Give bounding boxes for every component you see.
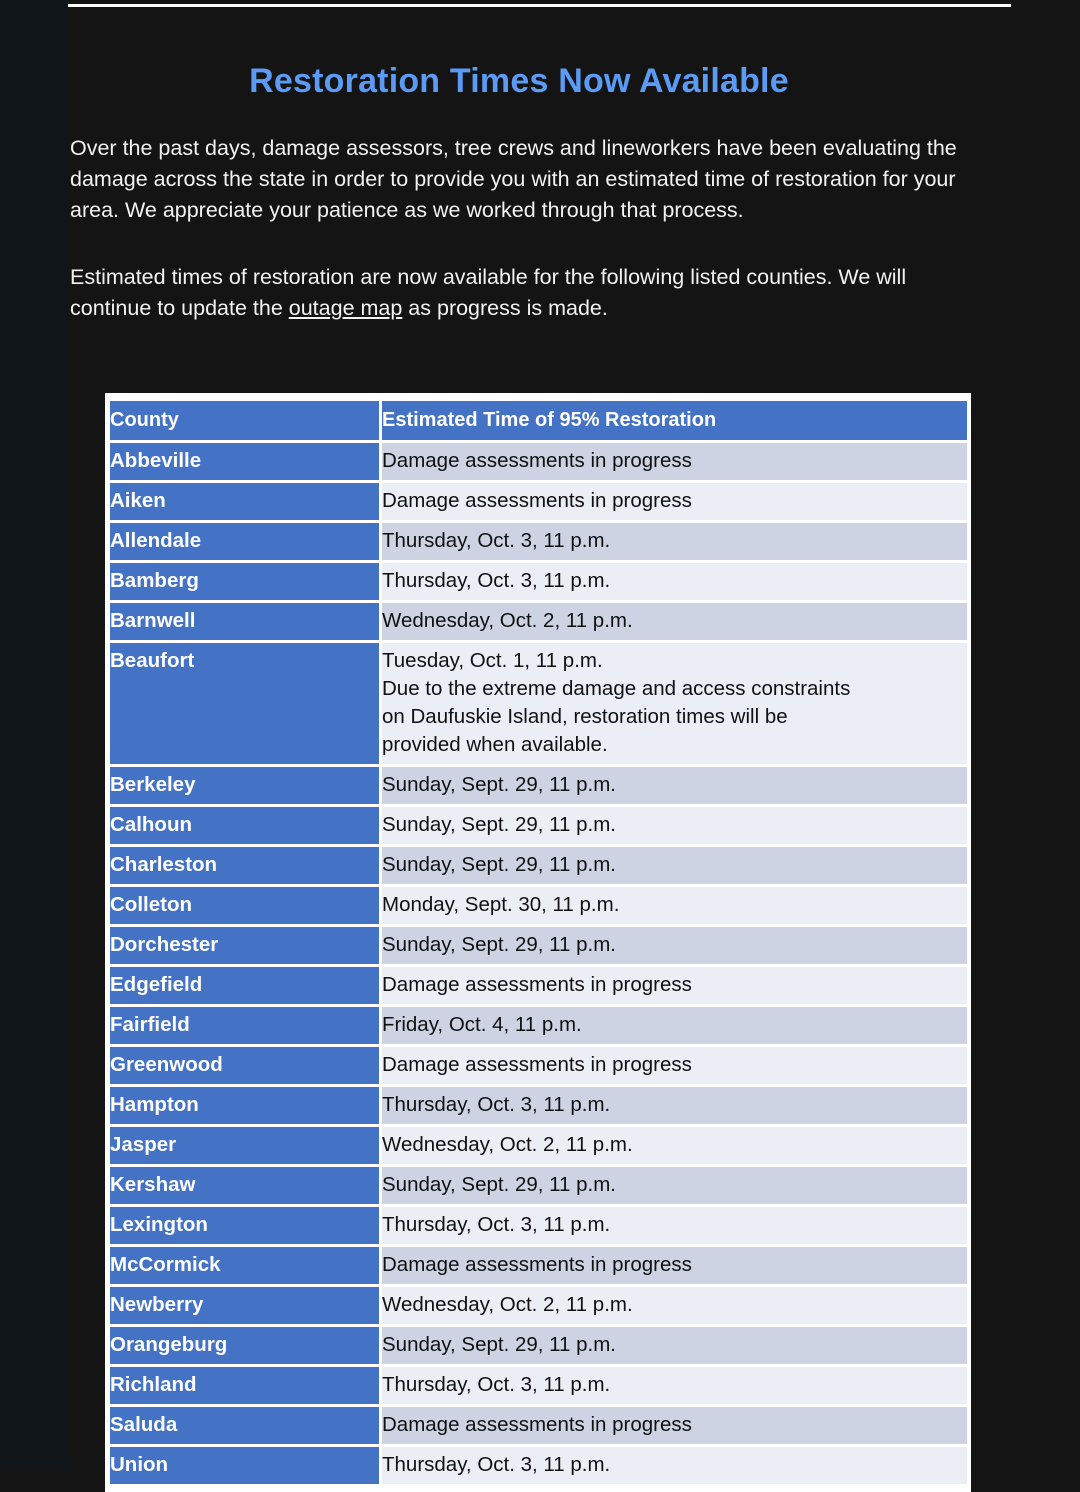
- table-row: [110, 1127, 967, 1164]
- cell-county: Barnwell: [110, 603, 382, 640]
- cell-estimated-time-line: provided when available.: [382, 733, 608, 756]
- cell-estimated-time: [382, 1127, 967, 1164]
- cell-estimated-time: [382, 1087, 967, 1124]
- column-header-county: County: [110, 401, 382, 440]
- cell-estimated-time: [382, 443, 967, 480]
- cell-estimated-time-line: Sunday, Sept. 29, 11 p.m.: [382, 1173, 616, 1196]
- table-body: [110, 443, 967, 1484]
- table-row: [110, 643, 967, 764]
- cell-county: Lexington: [110, 1207, 382, 1244]
- cell-estimated-time-line: Wednesday, Oct. 2, 11 p.m.: [382, 609, 633, 632]
- cell-estimated-time-line: Sunday, Sept. 29, 11 p.m.: [382, 853, 616, 876]
- cell-county: Richland: [110, 1367, 382, 1404]
- cell-county: Edgefield: [110, 967, 382, 1004]
- table-row: [110, 1207, 967, 1244]
- table-header-row: [110, 401, 967, 440]
- cell-estimated-time-line: on Daufuskie Island, restoration times will be: [382, 705, 788, 728]
- table-row: [110, 1327, 967, 1364]
- cell-county: Kershaw: [110, 1167, 382, 1204]
- table-row: [110, 847, 967, 884]
- table-row: [110, 1167, 967, 1204]
- table-row: [110, 1447, 967, 1484]
- cell-county: Beaufort: [110, 643, 382, 764]
- cell-estimated-time: [382, 1327, 967, 1364]
- cell-county: Hampton: [110, 1087, 382, 1124]
- cell-county: Berkeley: [110, 767, 382, 804]
- cell-county: Allendale: [110, 523, 382, 560]
- cell-estimated-time-line: Thursday, Oct. 3, 11 p.m.: [382, 1093, 611, 1116]
- table-row: [110, 1367, 967, 1404]
- cell-estimated-time-line: Due to the extreme damage and access constraints: [382, 677, 851, 700]
- cell-estimated-time: [382, 887, 967, 924]
- table-row: [110, 807, 967, 844]
- table-row: [110, 563, 967, 600]
- cell-county: Jasper: [110, 1127, 382, 1164]
- table-row: [110, 887, 967, 924]
- cell-estimated-time-line: Thursday, Oct. 3, 11 p.m.: [382, 1453, 611, 1476]
- table-row: [110, 483, 967, 520]
- cell-estimated-time: [382, 807, 967, 844]
- table-head: [110, 401, 967, 440]
- cell-estimated-time-line: Thursday, Oct. 3, 11 p.m.: [382, 529, 611, 552]
- cell-estimated-time-line: Thursday, Oct. 3, 11 p.m.: [382, 569, 611, 592]
- cell-estimated-time: [382, 927, 967, 964]
- cell-county: Dorchester: [110, 927, 382, 964]
- cell-county: Fairfield: [110, 1007, 382, 1044]
- cell-estimated-time: [382, 563, 967, 600]
- cell-estimated-time: [382, 1007, 967, 1044]
- cell-estimated-time: [382, 603, 967, 640]
- cell-estimated-time-line: Sunday, Sept. 29, 11 p.m.: [382, 933, 616, 956]
- cell-estimated-time-line: Damage assessments in progress: [382, 1413, 692, 1436]
- cell-estimated-time: [382, 1167, 967, 1204]
- table-row: [110, 603, 967, 640]
- cell-county: Calhoun: [110, 807, 382, 844]
- cell-estimated-time: [382, 1287, 967, 1324]
- cell-estimated-time: [382, 1447, 967, 1484]
- cell-county: Colleton: [110, 887, 382, 924]
- cell-estimated-time-line: Sunday, Sept. 29, 11 p.m.: [382, 773, 616, 796]
- cell-estimated-time-line: Friday, Oct. 4, 11 p.m.: [382, 1013, 582, 1036]
- cell-estimated-time: [382, 1407, 967, 1444]
- cell-county: Union: [110, 1447, 382, 1484]
- cell-county: Charleston: [110, 847, 382, 884]
- cell-estimated-time: [382, 767, 967, 804]
- article-content: [0, 0, 1080, 324]
- availability-paragraph: [0, 226, 1000, 324]
- table-row: [110, 927, 967, 964]
- availability-text-before-link: Estimated times of restoration are now available for the following listed counties. We will continue to update the: [70, 265, 907, 320]
- availability-text-after-link: as progress is made.: [402, 296, 608, 320]
- cell-estimated-time-line: Thursday, Oct. 3, 11 p.m.: [382, 1213, 611, 1236]
- page-title: Restoration Times Now Available: [249, 62, 789, 100]
- column-header-estimated-time: Estimated Time of 95% Restoration: [382, 401, 967, 440]
- cell-estimated-time-line: Sunday, Sept. 29, 11 p.m.: [382, 813, 616, 836]
- table-row: [110, 1007, 967, 1044]
- restoration-table-container: [105, 393, 971, 1492]
- cell-estimated-time: [382, 847, 967, 884]
- cell-estimated-time-line: Wednesday, Oct. 2, 11 p.m.: [382, 1133, 633, 1156]
- cell-estimated-time: [382, 643, 967, 764]
- cell-estimated-time-line: Damage assessments in progress: [382, 489, 692, 512]
- table-row: [110, 1287, 967, 1324]
- table-row: [110, 1407, 967, 1444]
- restoration-times-table: [110, 398, 967, 1487]
- cell-estimated-time: [382, 1207, 967, 1244]
- cell-county: Saluda: [110, 1407, 382, 1444]
- cell-estimated-time: [382, 1047, 967, 1084]
- cell-estimated-time-line: Thursday, Oct. 3, 11 p.m.: [382, 1373, 611, 1396]
- cell-county: Greenwood: [110, 1047, 382, 1084]
- cell-county: Orangeburg: [110, 1327, 382, 1364]
- cell-county: Abbeville: [110, 443, 382, 480]
- cell-estimated-time-line: Monday, Sept. 30, 11 p.m.: [382, 893, 620, 916]
- cell-county: Aiken: [110, 483, 382, 520]
- table-row: [110, 523, 967, 560]
- cell-estimated-time: [382, 483, 967, 520]
- cell-estimated-time-line: Wednesday, Oct. 2, 11 p.m.: [382, 1293, 633, 1316]
- cell-estimated-time-line: Tuesday, Oct. 1, 11 p.m.: [382, 649, 603, 672]
- cell-estimated-time-line: Damage assessments in progress: [382, 1053, 692, 1076]
- outage-map-link[interactable]: outage map: [288, 296, 403, 320]
- table-row: [110, 967, 967, 1004]
- table-row: [110, 1247, 967, 1284]
- cell-county: Newberry: [110, 1287, 382, 1324]
- table-row: [110, 767, 967, 804]
- cell-estimated-time: [382, 967, 967, 1004]
- cell-estimated-time-line: Damage assessments in progress: [382, 449, 692, 472]
- cell-estimated-time: [382, 1367, 967, 1404]
- table-row: [110, 1047, 967, 1084]
- cell-estimated-time: [382, 1247, 967, 1284]
- cell-county: Bamberg: [110, 563, 382, 600]
- cell-estimated-time-line: Sunday, Sept. 29, 11 p.m.: [382, 1333, 616, 1356]
- table-row: [110, 443, 967, 480]
- cell-estimated-time-line: Damage assessments in progress: [382, 1253, 692, 1276]
- intro-paragraph: Over the past days, damage assessors, tree crews and lineworkers have been evaluating the damage across the state in order to provide you with an estimated time of restoration for your area. We appreciate your patience as we worked through that process.: [70, 136, 957, 222]
- cell-estimated-time: [382, 523, 967, 560]
- cell-estimated-time-line: Damage assessments in progress: [382, 973, 692, 996]
- cell-county: McCormick: [110, 1247, 382, 1284]
- table-row: [110, 1087, 967, 1124]
